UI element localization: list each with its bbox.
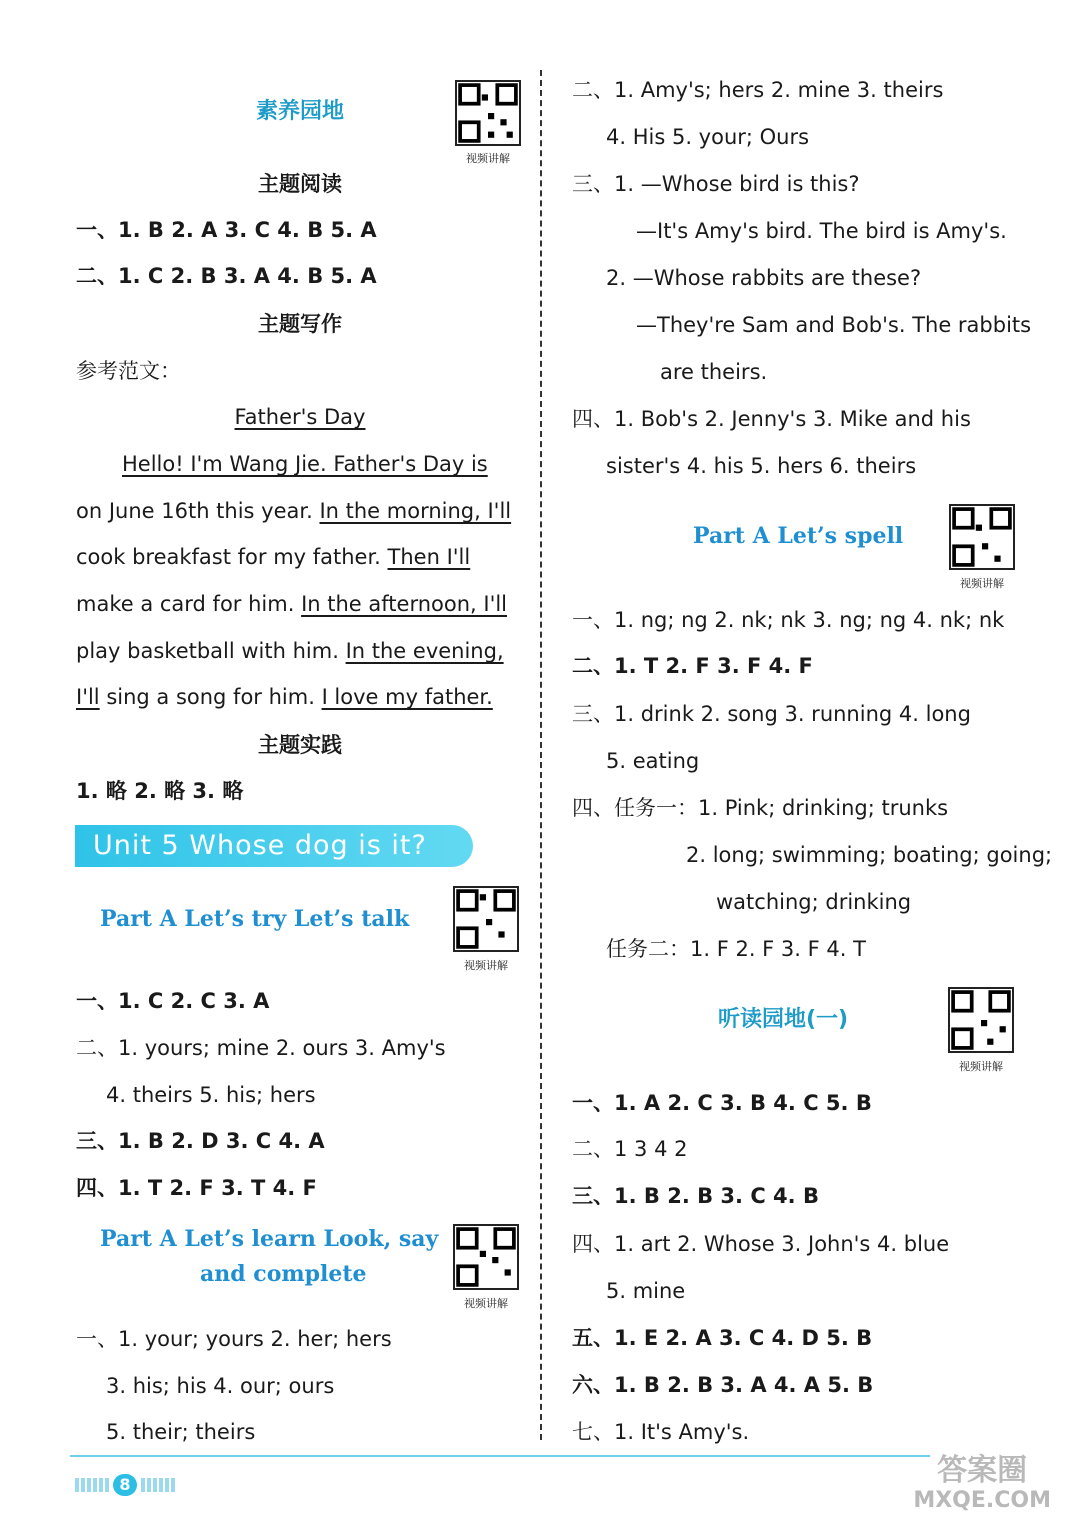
answer-line: 2. —Whose rabbits are these? (606, 266, 922, 290)
answer-line: 二、1. C 2. B 3. A 4. B 5. A (76, 264, 377, 288)
answer-line: 5. eating (606, 749, 700, 773)
answer-line: 四、1. art 2. Whose 3. John's 4. blue (572, 1232, 950, 1256)
essay-line: make a card for him. In the afternoon, I'll (76, 592, 508, 616)
answer-line: 五、1. E 2. A 3. C 4. D 5. B (572, 1326, 873, 1350)
heading-practice: 主题实践 (258, 733, 342, 757)
answer-line: 二、1. T 2. F 3. F 4. F (572, 654, 813, 678)
qr-label: 视频讲解 (464, 1297, 508, 1310)
answer-line: 5. mine (606, 1279, 686, 1303)
part-title-lets-learn-l2: and complete (200, 1261, 367, 1287)
qr-code[interactable] (948, 987, 1014, 1053)
answer-line: 一、1. A 2. C 3. B 4. C 5. B (572, 1091, 872, 1115)
part-title-lets-try: Part A Let’s try Let’s talk (100, 906, 410, 932)
qr-code[interactable] (949, 504, 1015, 570)
answer-line: 5. their; theirs (106, 1420, 256, 1444)
page-deco-right (141, 1478, 175, 1492)
answer-line: 三、1. drink 2. song 3. running 4. long (572, 702, 971, 726)
answer-line: 任务二：1. F 2. F 3. F 4. T (606, 937, 866, 961)
answer-line: 一、1. C 2. C 3. A (76, 989, 270, 1013)
section-title-suyang: 素养园地 (255, 99, 344, 124)
answer-line: 三、1. B 2. B 3. C 4. B (572, 1184, 819, 1208)
answer-line: 一、1. ng; ng 2. nk; nk 3. ng; ng 4. nk; nk (572, 608, 1005, 632)
answer-line: 四、任务一：1. Pink; drinking; trunks (572, 796, 949, 820)
answer-line: watching; drinking (716, 890, 912, 914)
answer-line: 4. theirs 5. his; hers (106, 1083, 316, 1107)
qr-label: 视频讲解 (466, 152, 510, 165)
page-number: 8 (113, 1474, 137, 1496)
qr-label: 视频讲解 (959, 1060, 1003, 1073)
essay-line: Hello! I'm Wang Jie. Father's Day is (122, 452, 488, 476)
essay-line: on June 16th this year. In the morning, I'll (76, 499, 512, 523)
essay-line: cook breakfast for my father. Then I'll (76, 545, 471, 569)
qr-code[interactable] (453, 886, 519, 952)
answer-line: 4. His 5. your; Ours (606, 125, 810, 149)
page-number-badge (75, 1474, 177, 1496)
unit-banner: Unit 5 Whose dog is it? (75, 825, 473, 867)
answer-line: 七、1. It's Amy's. (572, 1420, 750, 1444)
answer-line: 1. 略 2. 略 3. 略 (76, 779, 244, 803)
answer-line: 二、1. yours; mine 2. ours 3. Amy's (76, 1036, 446, 1060)
essay-line: play basketball with him. In the evening, (76, 639, 504, 663)
heading-writing: 主题写作 (258, 312, 342, 336)
answer-line: 二、1 3 4 2 (572, 1137, 688, 1161)
watermark: 答案圈 MXQE.COM (913, 1453, 1051, 1513)
answer-line: 3. his; his 4. our; ours (106, 1374, 335, 1398)
section-title-listening: 听读园地(一) (718, 1007, 849, 1032)
sample-label: 参考范文： (76, 359, 181, 383)
footer-rule (70, 1455, 930, 1457)
part-title-lets-learn: Part A Let’s learn Look, say (100, 1226, 439, 1252)
heading-reading: 主题阅读 (258, 172, 342, 196)
answer-line: 三、1. —Whose bird is this? (572, 172, 860, 196)
answer-line: sister's 4. his 5. hers 6. theirs (606, 454, 917, 478)
page-deco-left (75, 1478, 109, 1492)
part-title-lets-spell: Part A Let’s spell (693, 523, 904, 549)
answer-line: —They're Sam and Bob's. The rabbits (636, 313, 1032, 337)
qr-code[interactable] (455, 80, 521, 146)
answer-line: 三、1. B 2. D 3. C 4. A (76, 1129, 325, 1153)
answer-line: 四、1. T 2. F 3. T 4. F (76, 1176, 317, 1200)
answer-line: 一、1. your; yours 2. her; hers (76, 1327, 392, 1351)
essay-line: I'll sing a song for him. I love my father. (76, 685, 493, 709)
essay-title: Father's Day (234, 405, 366, 429)
column-divider (540, 70, 542, 1440)
answer-line: 六、1. B 2. B 3. A 4. A 5. B (572, 1373, 874, 1397)
qr-label: 视频讲解 (464, 959, 508, 972)
qr-code[interactable] (453, 1224, 519, 1290)
answer-line: 四、1. Bob's 2. Jenny's 3. Mike and his (572, 407, 971, 431)
answer-line: —It's Amy's bird. The bird is Amy's. (636, 219, 1007, 243)
answer-line: 一、1. B 2. A 3. C 4. B 5. A (76, 218, 377, 242)
qr-label: 视频讲解 (960, 577, 1004, 590)
answer-line: are theirs. (660, 360, 768, 384)
answer-line: 2. long; swimming; boating; going; (686, 843, 1053, 867)
answer-line: 二、1. Amy's; hers 2. mine 3. theirs (572, 78, 944, 102)
